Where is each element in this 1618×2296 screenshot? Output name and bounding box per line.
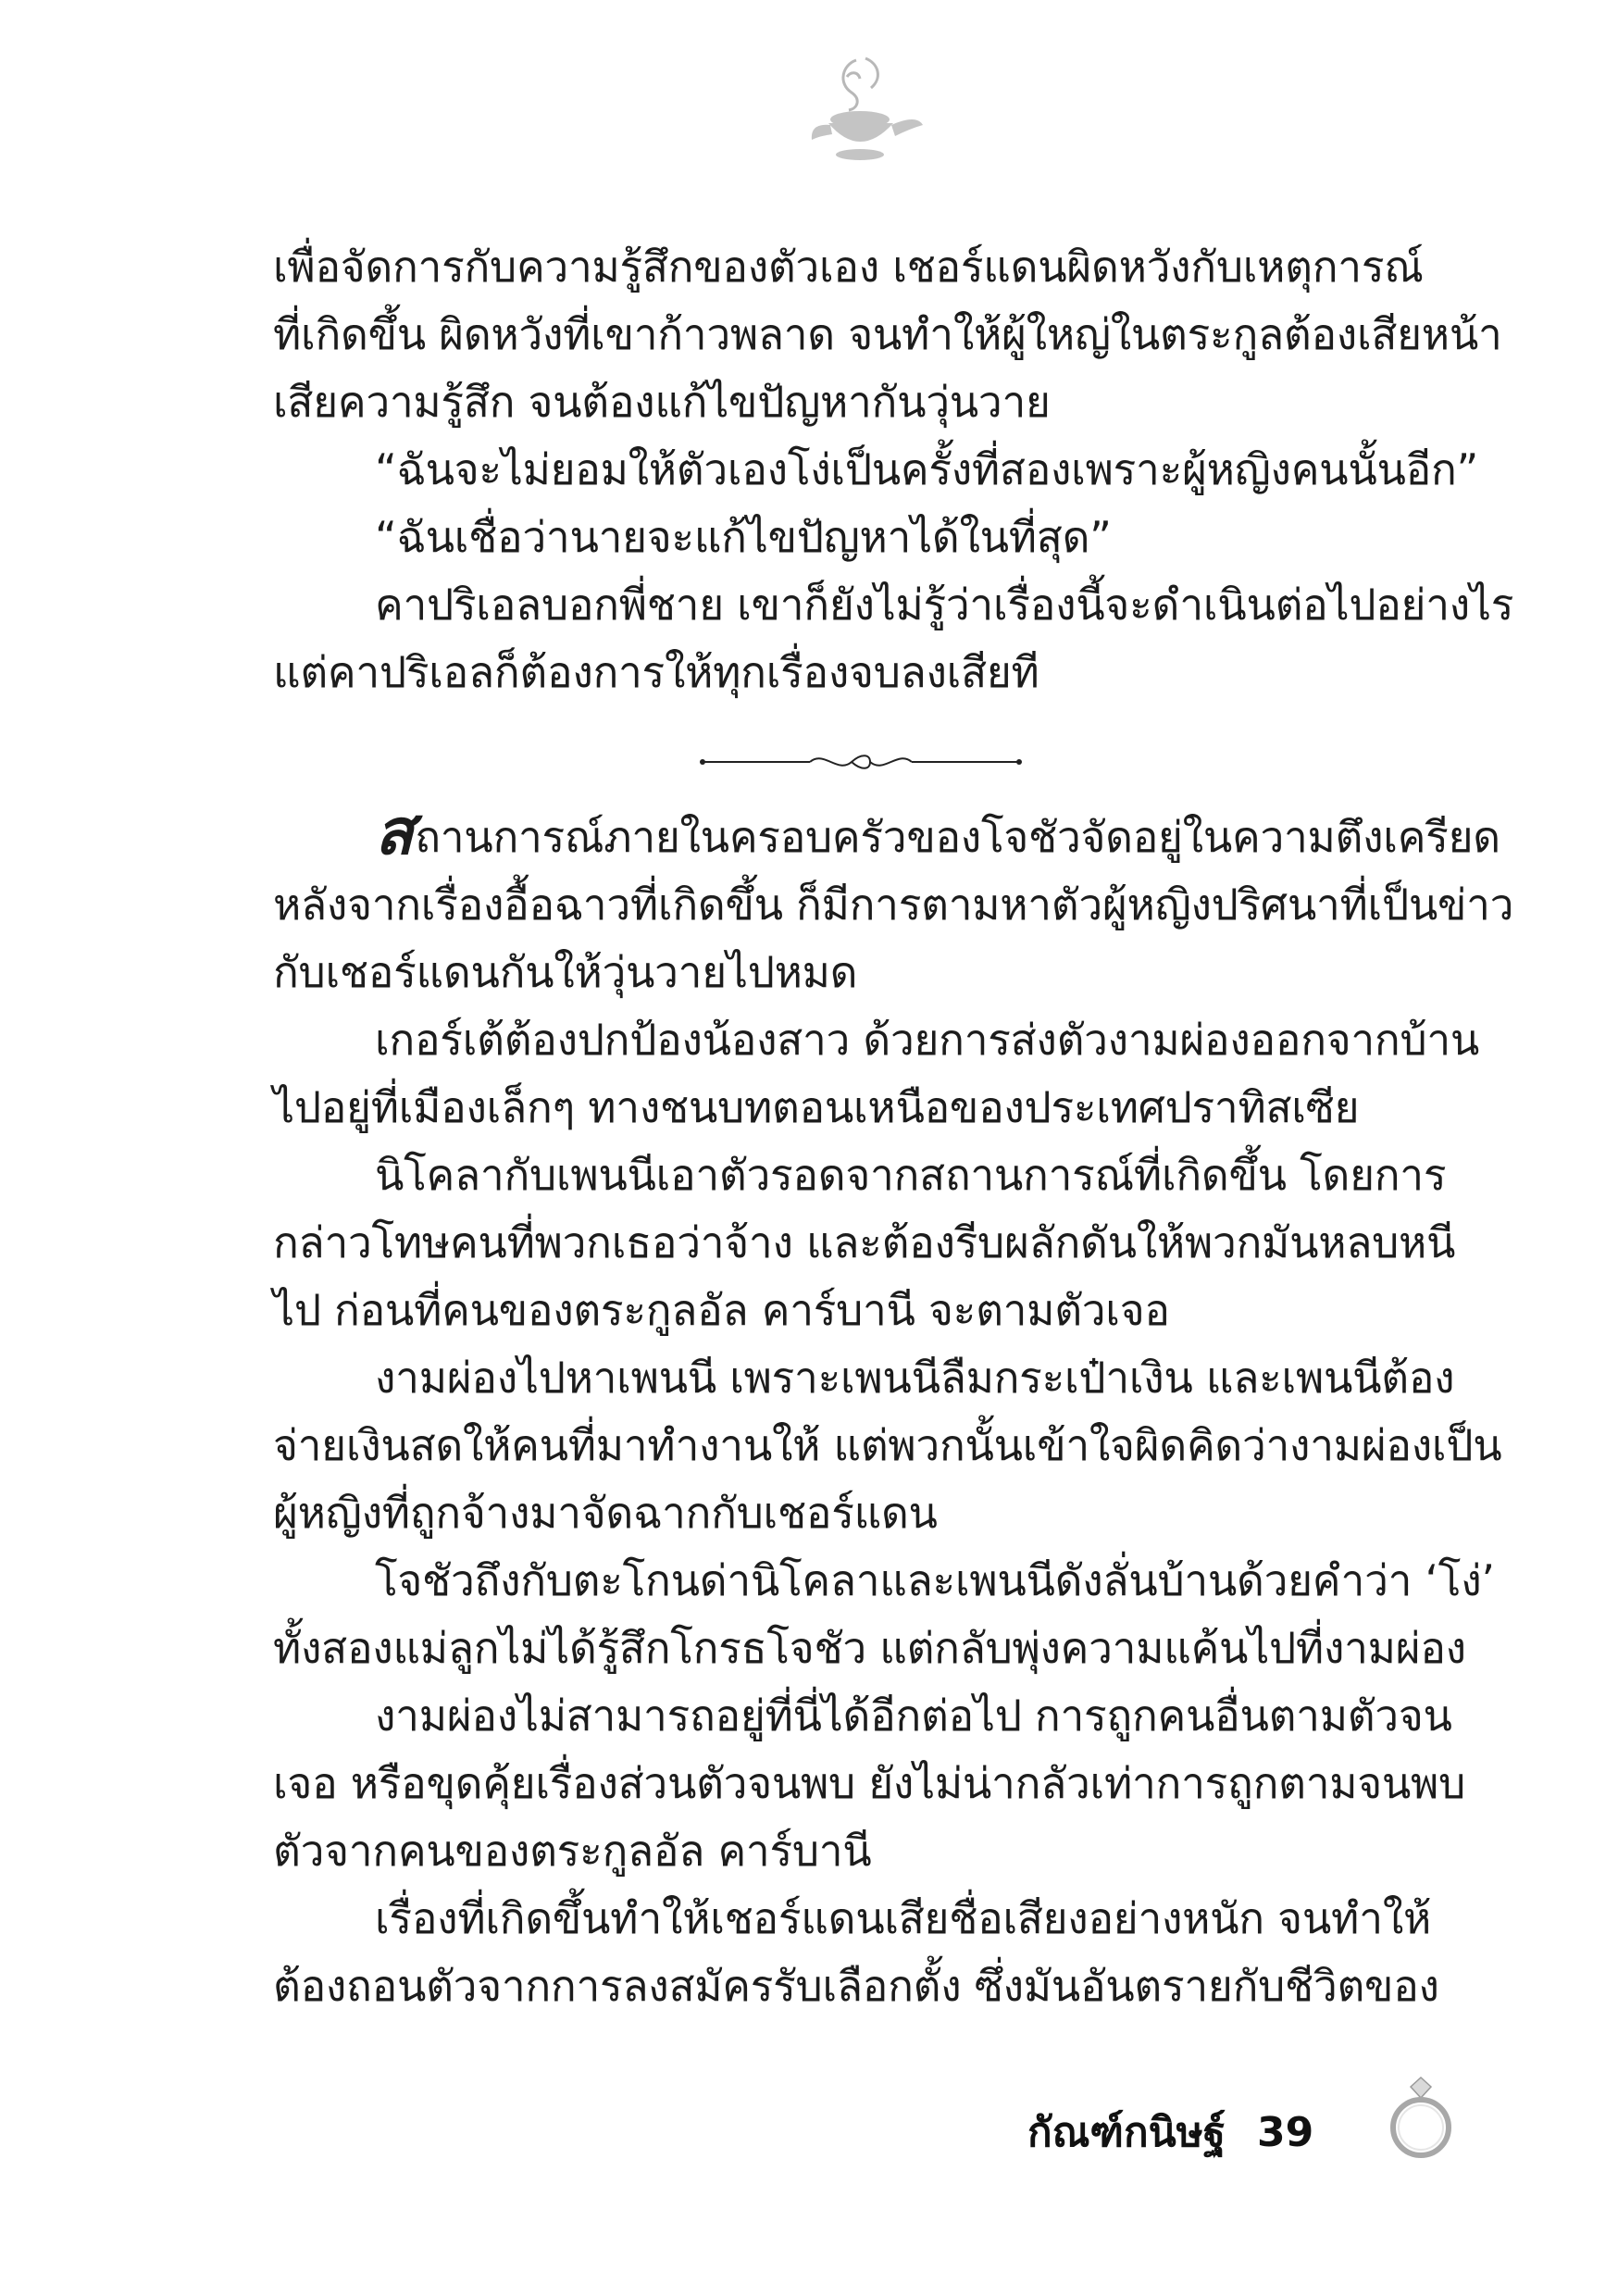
section-text-block — [273, 796, 1514, 2020]
text-line: ทั้งสองแม่ลูกไม่ได้รู้สึกโกรธโจชัว แต่กลับพุ่งความแค้นไปที่งามผ่อง — [273, 1623, 1466, 1673]
first-line-rest: ถานการณ์ภายในครอบครัวของโจชัวจัดอยู่ในความตึงเครียด — [415, 812, 1500, 862]
book-title: กัณฑ์กนิษฐ์ — [1027, 2109, 1226, 2156]
text-line-first — [273, 796, 1500, 871]
page-footer — [1027, 2100, 1313, 2165]
text-line: เพื่อจัดการกับความรู้สึกของตัวเอง เชอร์แดนผิดหวังกับเหตุการณ์ — [273, 242, 1424, 292]
text-line: ที่เกิดขึ้น ผิดหวังที่เขาก้าวพลาด จนทำให้ผู้ใหญ่ในตระกูลต้องเสียหน้า — [273, 309, 1502, 359]
text-line: กับเชอร์แดนกันให้วุ่นวายไปหมด — [273, 947, 858, 997]
text-line: จ่ายเงินสดให้คนที่มาทำงานให้ แต่พวกนั้นเข้าใจผิดคิดว่างามผ่องเป็น — [273, 1420, 1502, 1470]
text-line: งามผ่องไม่สามารถอยู่ที่นี่ได้อีกต่อไป การถูกคนอื่นตามตัวจน — [375, 1691, 1452, 1741]
top-text-block — [273, 233, 1514, 706]
text-line: เกอร์เต้ต้องปกป้องน้องสาว ด้วยการส่งตัวงามผ่องออกจากบ้าน — [375, 1015, 1480, 1065]
text-line: ผู้หญิงที่ถูกจ้างมาจัดฉากกับเชอร์แดน — [273, 1488, 938, 1538]
text-line: “ฉันเชื่อว่านายจะแก้ไขปัญหาได้ในที่สุด” — [375, 512, 1112, 562]
page-number: 39 — [1256, 2108, 1314, 2156]
text-line: กล่าวโทษคนที่พวกเธอว่าจ้าง และต้องรีบผลักดันให้พวกมันหลบหนี — [273, 1217, 1456, 1267]
text-line: “ฉันจะไม่ยอมให้ตัวเองโง่เป็นครั้งที่สองเพราะผู้หญิงคนนั้นอีก” — [375, 444, 1479, 494]
text-line: แต่คาปริเอลก็ต้องการให้ทุกเรื่องจบลงเสียที — [273, 647, 1039, 697]
text-line: เจอ หรือขุดคุ้ยเรื่องส่วนตัวจนพบ ยังไม่น่ากลัวเท่าการถูกตามจนพบ — [273, 1758, 1465, 1808]
text-line: เสียความรู้สึก จนต้องแก้ไขปัญหากันวุ่นวาย — [273, 377, 1051, 427]
diamond-ring-icon — [1388, 2074, 1453, 2162]
ornamental-divider-icon — [699, 748, 1023, 776]
text-line: ไป ก่อนที่คนของตระกูลอัล คาร์บานี จะตามตัวเจอ — [273, 1285, 1170, 1335]
text-line: ต้องถอนตัวจากการลงสมัครรับเลือกตั้ง ซึ่งมันอันตรายกับชีวิตของ — [273, 1961, 1439, 2011]
text-line: หลังจากเรื่องอื้อฉาวที่เกิดขึ้น ก็มีการตามหาตัวผู้หญิงปริศนาที่เป็นข่าว — [273, 880, 1514, 930]
text-line: โจชัวถึงกับตะโกนด่านิโคลาและเพนนีดังลั่นบ้านด้วยคำว่า ‘โง่’ — [375, 1555, 1495, 1605]
text-line: ไปอยู่ที่เมืองเล็กๆ ทางชนบทตอนเหนือของประเทศปราทิสเซีย — [273, 1082, 1360, 1132]
text-line: เรื่องที่เกิดขึ้นทำให้เชอร์แดนเสียชื่อเสียงอย่างหนัก จนทำให้ — [375, 1893, 1432, 1943]
text-line: งามผ่องไปหาเพนนี เพราะเพนนีลืมกระเป๋าเงิน และเพนนีต้อง — [375, 1353, 1455, 1403]
text-line: คาปริเอลบอกพี่ชาย เขาก็ยังไม่รู้ว่าเรื่องนี้จะดำเนินต่อไปอย่างไร — [375, 580, 1514, 630]
text-line: นิโคลากับเพนนีเอาตัวรอดจากสถานการณ์ที่เกิดขึ้น โดยการ — [375, 1150, 1447, 1200]
text-line: ตัวจากคนของตระกูลอัล คาร์บานี — [273, 1826, 872, 1876]
dropcap-letter: ส — [375, 796, 414, 869]
magic-lamp-with-genie-icon — [791, 51, 930, 167]
